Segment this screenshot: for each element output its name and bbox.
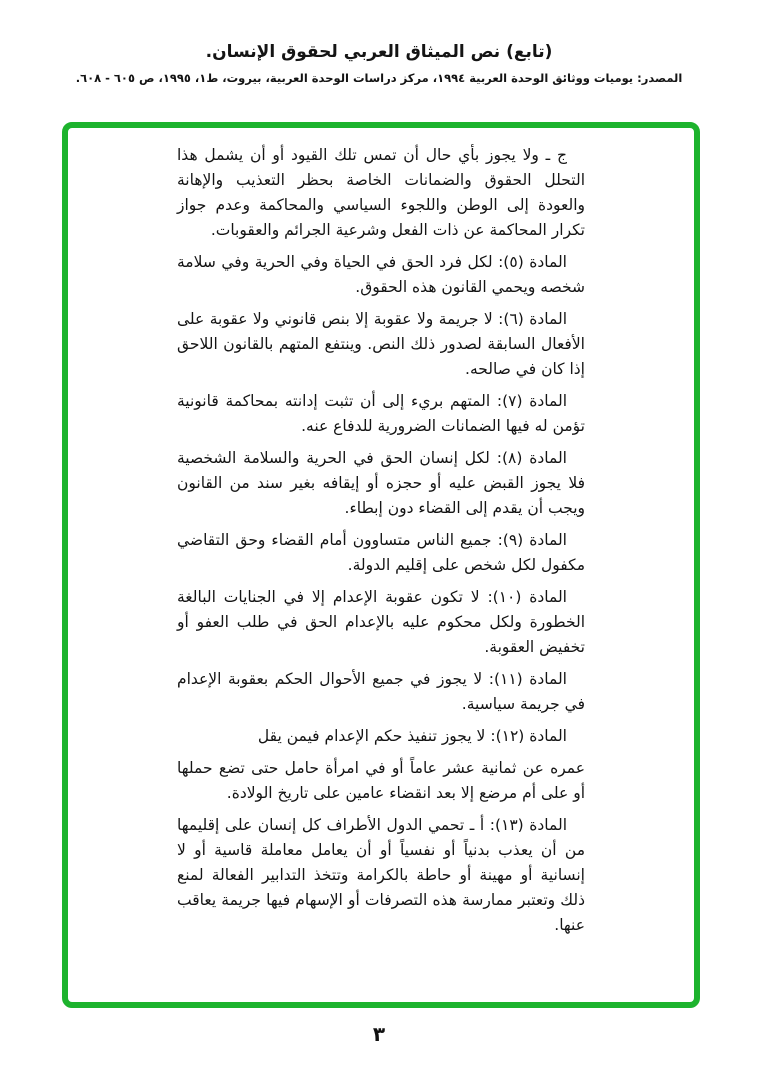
paragraph-article-8 (177, 446, 585, 521)
source-citation: المصدر: يوميات ووثائق الوحدة العربية ١٩٩٤، مركز دراسات الوحدة العربية، بيروت، ط١، ١٩٩٥، ص ٦٠٥ - ٦٠٨. (75, 71, 683, 85)
page-number: ٣ (372, 1022, 386, 1046)
page-header (0, 0, 758, 85)
article-text: لا تكون عقوبة الإعدام إلا في الجنايات البالغة الخطورة ولكل محكوم عليه بالإعدام الحق في طلب العفو أو تخفيض العقوبة. (177, 588, 585, 656)
article-text: جميع الناس متساوون أمام القضاء وحق التقاضي مكفول لكل شخص على إقليم الدولة. (177, 531, 585, 574)
paragraph-article-7 (177, 389, 585, 439)
article-label: المادة (١١): (488, 670, 567, 688)
article-label: المادة (١٢): (490, 727, 567, 745)
article-label: المادة (٥): (498, 253, 567, 271)
article-text: أ ـ تحمي الدول الأطراف كل إنسان على إقليمها من أن يعذب بدنياً أو نفسياً أو أن يعامل معاملة قاسية أو لا إنسانية أو مهينة أو حاطة بالكرامة وتتخذ التدابير الفعالة لمنع ذلك وتعتبر ممارسة هذه التصرفات أو الإسهام فيها جريمة يعاقب عنها. (177, 816, 585, 934)
green-border-box (62, 122, 700, 1008)
paragraph-article-12-continuation (177, 756, 585, 806)
document-body (177, 143, 585, 938)
paragraph-article-9 (177, 528, 585, 578)
article-label: المادة (٧): (496, 392, 567, 410)
document-title: (تابع) نص الميثاق العربي لحقوق الإنسان. (205, 42, 553, 62)
paragraph-article-10 (177, 585, 585, 660)
article-text: لا يجوز تنفيذ حكم الإعدام فيمن يقل (257, 727, 486, 745)
article-text: لا جريمة ولا عقوبة إلا بنص قانوني ولا عقوبة على الأفعال السابقة لصدور ذلك النص. وينتفع المتهم بالقانون اللاحق إذا كان في صالحه. (177, 310, 585, 378)
clause-label: ج ـ (545, 146, 567, 164)
article-label: المادة (٦): (498, 310, 568, 328)
paragraph-article-12 (177, 724, 585, 749)
article-text: لكل إنسان الحق في الحرية والسلامة الشخصية فلا يجوز القبض عليه أو حجزه أو إيقافه بغير سند من القانون ويجب أن يقدم إلى القضاء دون إبطاء. (177, 449, 585, 517)
article-text: المتهم بريء إلى أن تثبت إدانته بمحاكمة قانونية تؤمن له فيها الضمانات الضرورية للدفاع عنه. (177, 392, 585, 435)
article-text: لكل فرد الحق في الحياة وفي الحرية وفي سلامة شخصه ويحمي القانون هذه الحقوق. (177, 253, 585, 296)
paragraph-article-11 (177, 667, 585, 717)
paragraph-article-6 (177, 307, 585, 382)
article-label: المادة (١٠): (487, 588, 567, 606)
paragraph-clause-c (177, 143, 585, 243)
clause-text: ولا يجوز بأي حال أن تمس تلك القيود أو أن يشمل هذا التحلل الحقوق والضمانات الخاصة بحظر التعذيب والإهانة والعودة إلى الوطن واللجوء السياسي والمحاكمة وعدم جواز تكرار المحاكمة عن ذات الفعل وشرعية الجرائم والعقوبات. (177, 146, 585, 239)
article-text: لا يجوز في جميع الأحوال الحكم بعقوبة الإعدام في جريمة سياسية. (177, 670, 585, 713)
paragraph-article-5 (177, 250, 585, 300)
paragraph-article-13 (177, 813, 585, 938)
article-text: عمره عن ثمانية عشر عاماً أو في امرأة حامل حتى تضع حملها أو على أم مرضع إلا بعد انقضاء عامين على تاريخ الولادة. (177, 759, 585, 802)
article-label: المادة (١٣): (489, 816, 567, 834)
article-label: المادة (٨): (496, 449, 567, 467)
article-label: المادة (٩): (497, 531, 567, 549)
